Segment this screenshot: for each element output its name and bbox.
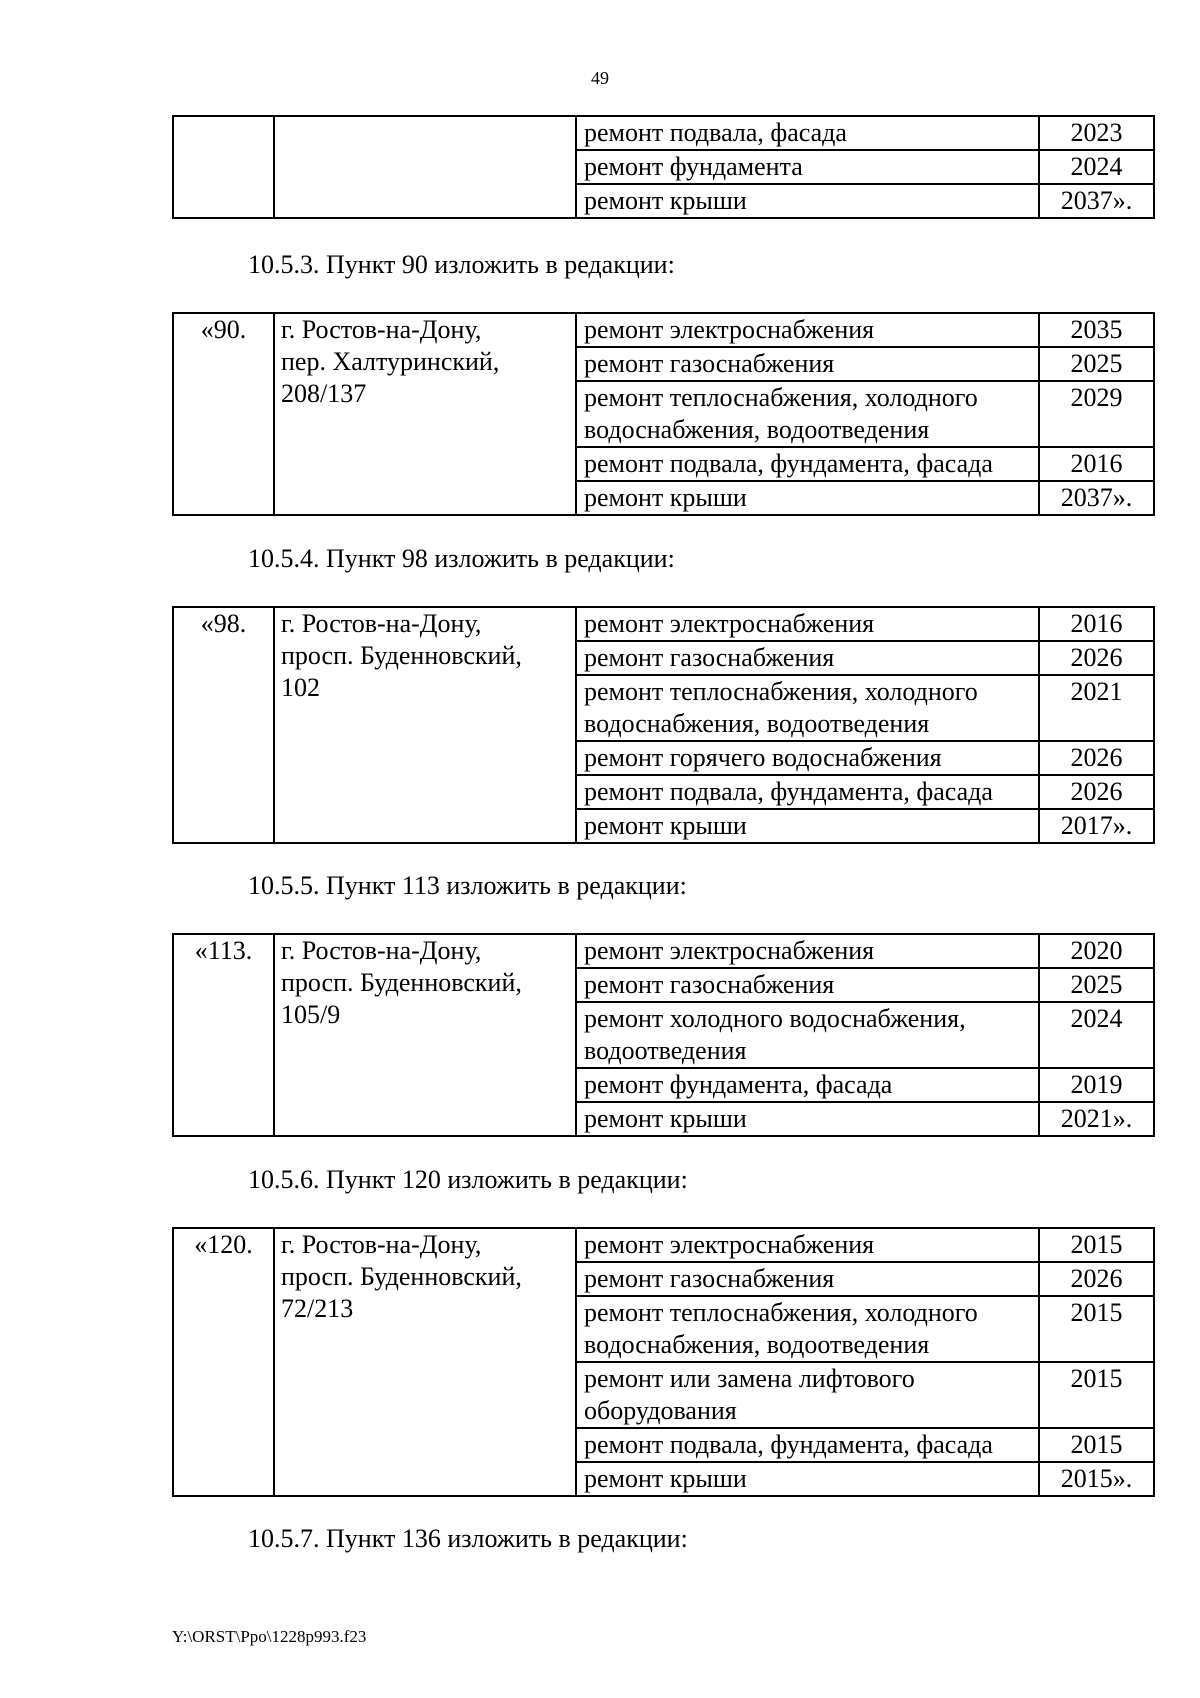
section-heading: 10.5.5. Пункт 113 изложить в редакции: <box>248 871 687 900</box>
year-cell: 2016 <box>1039 607 1154 641</box>
work-type-cell: ремонт газоснабжения <box>576 347 1039 381</box>
item-number-cell: «113. <box>173 934 274 1136</box>
year-cell: 2035 <box>1039 313 1154 347</box>
page-number: 49 <box>591 68 609 88</box>
year-cell: 2023 <box>1039 116 1154 150</box>
work-type-cell: ремонт электроснабжения <box>576 607 1039 641</box>
year-cell: 2015». <box>1039 1462 1154 1496</box>
item-113-table <box>172 933 1155 1137</box>
work-type-cell: ремонт холодного водоснабжения, водоотведения <box>576 1002 1039 1068</box>
year-cell: 2025 <box>1039 968 1154 1002</box>
item-number-cell: «98. <box>173 607 274 843</box>
work-type-cell: ремонт электроснабжения <box>576 313 1039 347</box>
year-cell: 2037». <box>1039 184 1154 218</box>
section-heading: 10.5.3. Пункт 90 изложить в редакции: <box>248 250 675 279</box>
table-row <box>173 1228 1154 1262</box>
year-cell: 2015 <box>1039 1228 1154 1262</box>
table-row <box>173 313 1154 347</box>
work-type-cell: ремонт крыши <box>576 184 1039 218</box>
continuation-table <box>172 115 1155 219</box>
work-type-cell: ремонт подвала, фундамента, фасада <box>576 1428 1039 1462</box>
work-type-cell: ремонт электроснабжения <box>576 934 1039 968</box>
table-row <box>173 116 1154 150</box>
work-type-cell: ремонт подвала, фасада <box>576 116 1039 150</box>
year-cell: 2017». <box>1039 809 1154 843</box>
work-type-cell: ремонт или замена лифтового оборудования <box>576 1362 1039 1428</box>
table-row <box>173 607 1154 641</box>
section-heading: 10.5.4. Пункт 98 изложить в редакции: <box>248 544 675 573</box>
year-cell: 2024 <box>1039 1002 1154 1068</box>
item-98-table <box>172 606 1155 844</box>
year-cell: 2029 <box>1039 381 1154 447</box>
year-cell: 2020 <box>1039 934 1154 968</box>
year-cell: 2026 <box>1039 641 1154 675</box>
work-type-cell: ремонт подвала, фундамента, фасада <box>576 447 1039 481</box>
work-type-cell: ремонт крыши <box>576 809 1039 843</box>
year-cell: 2026 <box>1039 741 1154 775</box>
item-number-cell: «120. <box>173 1228 274 1496</box>
year-cell: 2021 <box>1039 675 1154 741</box>
work-type-cell: ремонт электроснабжения <box>576 1228 1039 1262</box>
work-type-cell: ремонт газоснабжения <box>576 1262 1039 1296</box>
address-cell: г. Ростов-на-Дону, просп. Буденновский, 102 <box>274 607 576 843</box>
section-heading: 10.5.6. Пункт 120 изложить в редакции: <box>248 1165 688 1194</box>
year-cell: 2024 <box>1039 150 1154 184</box>
table-row <box>173 934 1154 968</box>
year-cell: 2015 <box>1039 1296 1154 1362</box>
work-type-cell: ремонт газоснабжения <box>576 968 1039 1002</box>
item-120-table <box>172 1227 1155 1497</box>
work-type-cell: ремонт крыши <box>576 1102 1039 1136</box>
footer-file-path: Y:\ORST\Ppo\1228p993.f23 <box>172 1627 367 1646</box>
work-type-cell: ремонт теплоснабжения, холодного водоснабжения, водоотведения <box>576 381 1039 447</box>
work-type-cell: ремонт подвала, фундамента, фасада <box>576 775 1039 809</box>
work-type-cell: ремонт теплоснабжения, холодного водоснабжения, водоотведения <box>576 1296 1039 1362</box>
work-type-cell: ремонт крыши <box>576 481 1039 515</box>
address-cell: г. Ростов-на-Дону, просп. Буденновский, 72/213 <box>274 1228 576 1496</box>
work-type-cell: ремонт газоснабжения <box>576 641 1039 675</box>
year-cell: 2015 <box>1039 1428 1154 1462</box>
year-cell: 2016 <box>1039 447 1154 481</box>
year-cell: 2026 <box>1039 775 1154 809</box>
year-cell: 2019 <box>1039 1068 1154 1102</box>
item-number-cell <box>173 116 274 218</box>
address-cell: г. Ростов-на-Дону, просп. Буденновский, 105/9 <box>274 934 576 1136</box>
work-type-cell: ремонт фундамента, фасада <box>576 1068 1039 1102</box>
address-cell: г. Ростов-на-Дону, пер. Халтуринский, 208/137 <box>274 313 576 515</box>
address-cell <box>274 116 576 218</box>
work-type-cell: ремонт теплоснабжения, холодного водоснабжения, водоотведения <box>576 675 1039 741</box>
item-number-cell: «90. <box>173 313 274 515</box>
work-type-cell: ремонт фундамента <box>576 150 1039 184</box>
item-90-table <box>172 312 1155 516</box>
year-cell: 2026 <box>1039 1262 1154 1296</box>
work-type-cell: ремонт горячего водоснабжения <box>576 741 1039 775</box>
year-cell: 2037». <box>1039 481 1154 515</box>
section-heading: 10.5.7. Пункт 136 изложить в редакции: <box>248 1524 688 1553</box>
year-cell: 2015 <box>1039 1362 1154 1428</box>
work-type-cell: ремонт крыши <box>576 1462 1039 1496</box>
year-cell: 2025 <box>1039 347 1154 381</box>
year-cell: 2021». <box>1039 1102 1154 1136</box>
